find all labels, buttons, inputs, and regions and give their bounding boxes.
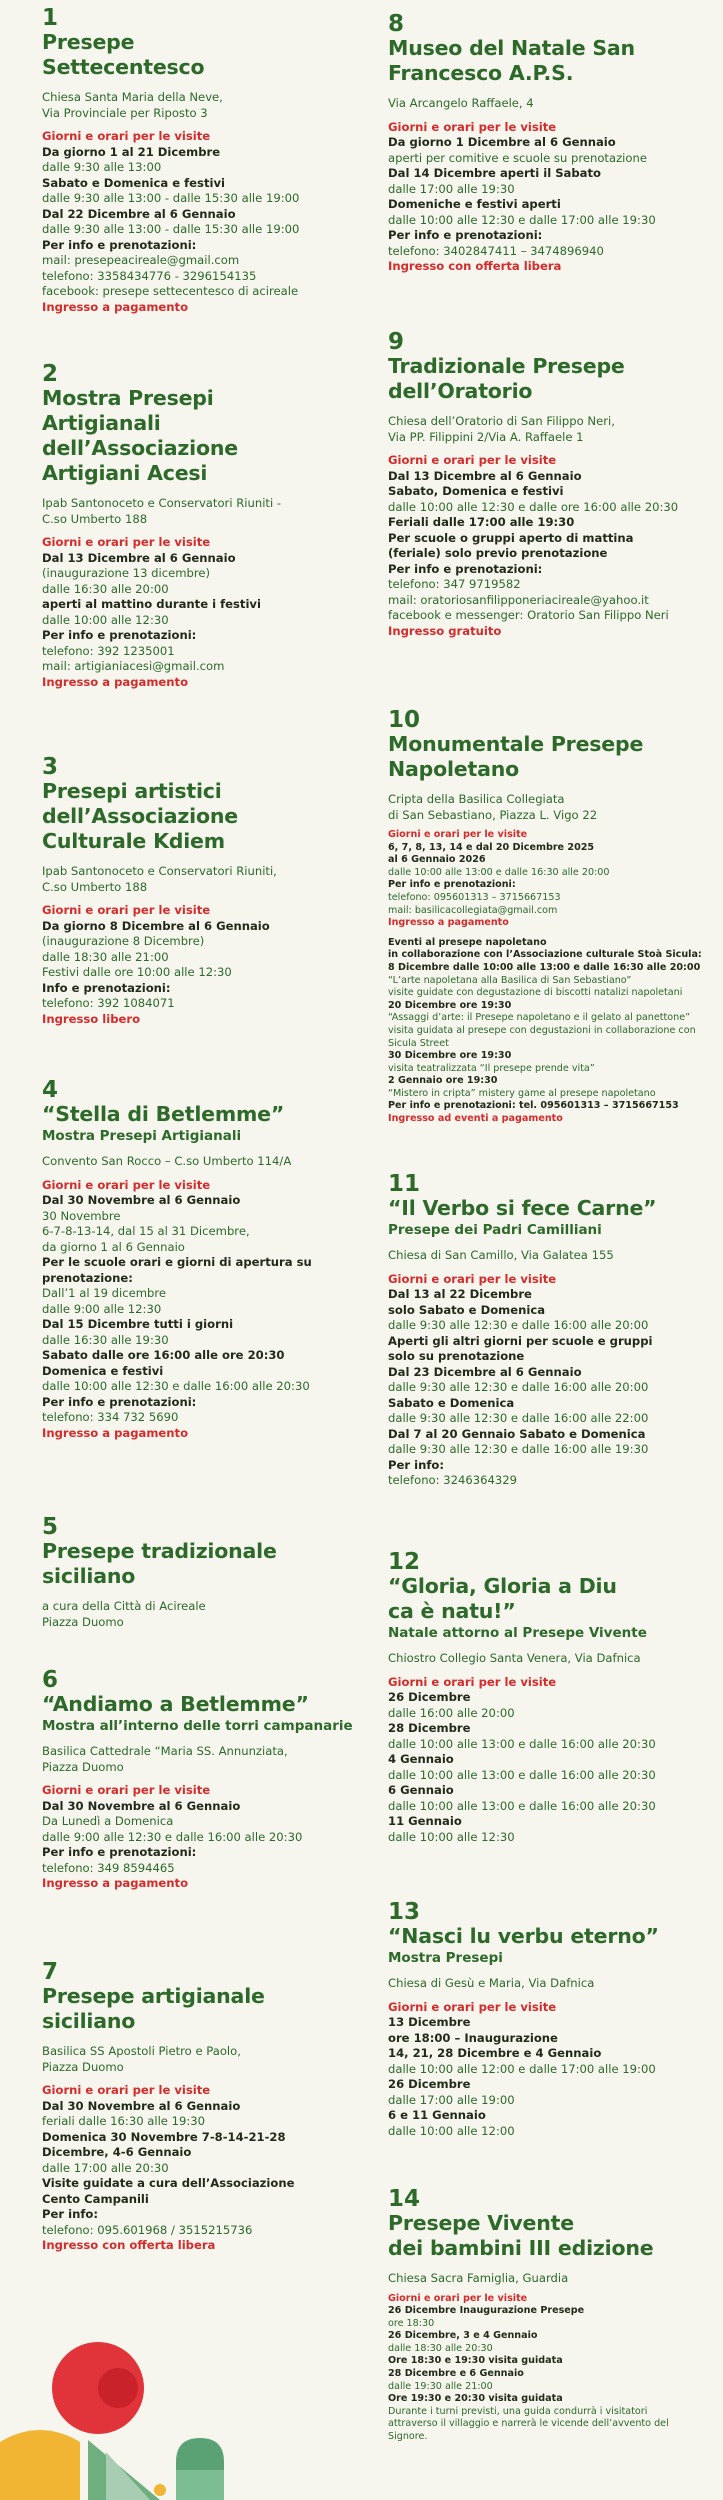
entry-line: Da Lunedì a Domenica <box>42 1814 174 1828</box>
entry-line: 30 Dicembre ore 19:30 <box>388 1050 512 1062</box>
entry-line: 20 Dicembre ore 19:30 <box>388 999 512 1011</box>
entry-title: Tradizionale Presepe <box>388 354 625 378</box>
entry-3 <box>42 755 360 1027</box>
entry-line: 30 Novembre <box>42 1208 121 1223</box>
entry-line: “Mistero in cripta” mistery game al presepe napoletano <box>388 1087 656 1099</box>
entry-number: 10 <box>388 707 421 733</box>
entry-line: dalle 18:30 alle 20:30 <box>388 2342 493 2354</box>
entry-line: 26 Dicembre Inaugurazione Presepe <box>388 2305 585 2317</box>
entry-location: Basilica Cattedrale “Maria SS. Annunziata, <box>42 1744 288 1758</box>
entry-number: 2 <box>42 361 59 387</box>
entry-line: Dal 13 Dicembre al 6 Gennaio <box>42 550 236 565</box>
entry-location: Via Provinciale per Riposto 3 <box>42 105 208 120</box>
entry-title: dell’Oratorio <box>388 379 533 403</box>
visits-header: Giorni e orari per le visite <box>388 119 557 134</box>
entry-line: Dal 30 Novembre al 6 Gennaio <box>42 1798 241 1813</box>
entry-line: Eventi al presepe napoletano <box>388 936 547 948</box>
entry-line: Da giorno 1 Dicembre al 6 Gennaio <box>388 135 616 149</box>
entry-line: dalle 10:00 alle 13:00 e dalle 16:00 alle 20:30 <box>388 1736 656 1751</box>
entry-line: dalle 16:30 alle 19:30 <box>42 1332 169 1347</box>
entry-line: Domenica 30 Novembre 7-8-14-21-28 <box>42 2129 286 2144</box>
entry-line: dalle 19:30 alle 21:00 <box>388 2380 493 2392</box>
entry-line: dalle 10:00 alle 12:00 e dalle 17:00 alle 19:00 <box>388 2061 656 2076</box>
entry-number: 5 <box>42 1514 59 1540</box>
entry-line: Info e prenotazioni: <box>42 980 171 995</box>
entry-line: dalle 10:00 alle 12:30 <box>42 612 169 627</box>
entry-14 <box>388 2187 708 2444</box>
entry-line: Ore 19:30 e 20:30 visita guidata <box>388 2393 563 2405</box>
entry-number: 12 <box>388 1549 421 1575</box>
entry-line: Per info e prenotazioni: <box>388 879 516 891</box>
visits-header: Giorni e orari per le visite <box>42 2083 211 2097</box>
entry-12 <box>388 1550 708 1845</box>
entry-note: Ingresso a pagamento <box>42 1876 189 1890</box>
entry-10 <box>388 708 708 1126</box>
entry-line: Dal 13 Dicembre al 6 Gennaio <box>388 468 582 483</box>
entry-location: Chiesa Sacra Famiglia, Guardia <box>388 2271 569 2285</box>
entry-note: Ingresso a pagamento <box>42 674 189 689</box>
entry-line: dalle 9:00 alle 12:30 <box>42 1301 162 1316</box>
visits-header: Giorni e orari per le visite <box>42 1783 211 1797</box>
light-green-triangle-shape <box>106 2452 150 2500</box>
entry-line: dalle 10:00 alle 13:00 e dalle 16:30 alle 20:00 <box>388 866 610 878</box>
entry-line: 26 Dicembre <box>388 1690 471 1704</box>
decorative-shapes <box>0 2342 240 2500</box>
entry-line: Dal 14 Dicembre aperti il Sabato <box>388 166 602 180</box>
entry-title: ca è natu!” <box>388 1599 516 1623</box>
visits-header: Giorni e orari per le visite <box>42 535 211 549</box>
entry-line: 13 Dicembre <box>388 2015 471 2029</box>
entry-line: 4 Gennaio <box>388 1752 454 1766</box>
entry-line: facebook e messenger: Oratorio San Filippo Neri <box>388 608 669 622</box>
entry-line: Per info: <box>42 2207 98 2221</box>
entry-line: aperti per comitive e scuole su prenotazione <box>388 150 647 165</box>
entry-location: Chiesa di Gesù e Maria, Via Dafnica <box>388 1976 595 1990</box>
entry-line: telefono: 392 1235001 <box>42 643 175 658</box>
entry-line: Dall’1 al 19 dicembre <box>42 1286 167 1300</box>
entry-1 <box>42 6 360 315</box>
entry-4 <box>42 1078 360 1441</box>
entry-line: 28 Dicembre e 6 Gennaio <box>388 2368 524 2380</box>
entry-line: ore 18:00 – Inaugurazione <box>388 2030 558 2045</box>
entry-number: 4 <box>42 1077 59 1103</box>
entry-line: Per info e prenotazioni: <box>42 628 197 642</box>
entry-line: dalle 18:30 alle 21:00 <box>42 949 169 964</box>
entry-line: mail: basilicacollegiata@gmail.com <box>388 904 558 916</box>
entry-title: “Stella di Betlemme” <box>42 1102 285 1126</box>
entry-line: Per info e prenotazioni: <box>42 1845 197 1859</box>
entry-line: Domenica e festivi <box>42 1363 164 1378</box>
entry-line: 26 Dicembre, 3 e 4 Gennaio <box>388 2330 538 2342</box>
entry-title: Francesco A.P.S. <box>388 61 574 85</box>
entry-line: telefono: 3246364329 <box>388 1473 518 1487</box>
entry-line: “Assaggi d’arte: il Presepe napoletano e il gelato al panettone” <box>388 1012 691 1024</box>
visits-header: Giorni e orari per le visite <box>388 829 528 840</box>
entry-line: dalle 17:00 alle 19:00 <box>388 2092 515 2107</box>
entry-line: 6 Gennaio <box>388 1783 454 1797</box>
entry-line: Per info e prenotazioni: <box>388 228 543 242</box>
entry-location: Cripta della Basilica Collegiata <box>388 792 565 806</box>
entry-title: Presepe Vivente <box>388 2211 574 2235</box>
entry-location: Convento San Rocco – C.so Umberto 114/A <box>42 1154 292 1168</box>
entry-title: dell’Associazione <box>42 436 238 460</box>
entry-note: Ingresso con offerta libera <box>42 2238 216 2252</box>
entry-line: Per info: <box>388 1457 444 1472</box>
entry-line: Per le scuole orari e giorni di apertura su <box>42 1255 312 1269</box>
entry-line: Durante i turni previsti, una guida condurrà i visitatori <box>388 2405 648 2417</box>
entry-location: Ipab Santonoceto e Conservatori Riuniti - <box>42 496 282 510</box>
entry-line: dalle 10:00 alle 12:30 <box>388 1829 515 1844</box>
entry-line: Sabato e Domenica e festivi <box>42 175 225 190</box>
green-block-shape <box>176 2470 224 2500</box>
entry-5 <box>42 1515 360 1630</box>
visits-header: Giorni e orari per le visite <box>388 453 557 467</box>
entry-line: (feriale) solo previo prenotazione <box>388 546 608 560</box>
entry-line: 26 Dicembre <box>388 2077 471 2091</box>
entry-title: Presepi artistici <box>42 779 222 803</box>
entry-line: Signore. <box>388 2431 428 2443</box>
entry-2 <box>42 362 360 690</box>
visits-header: Giorni e orari per le visite <box>42 903 211 917</box>
entry-line: dalle 10:00 alle 12:30 e dalle ore 16:00 alle 20:30 <box>388 499 679 514</box>
entry-line: dalle 9:00 alle 12:30 e dalle 16:00 alle 20:30 <box>42 1829 303 1844</box>
entry-line: 14, 21, 28 Dicembre e 4 Gennaio <box>388 2046 602 2060</box>
entry-location: Chiesa Santa Maria della Neve, <box>42 90 223 104</box>
visits-header: Giorni e orari per le visite <box>388 1999 557 2014</box>
entry-line: telefono: 334 732 5690 <box>42 1410 179 1424</box>
entry-number: 3 <box>42 754 59 780</box>
entry-note: Ingresso a pagamento <box>388 917 509 929</box>
entry-line: Dal 7 al 20 Gennaio Sabato e Domenica <box>388 1426 646 1441</box>
entry-title: dell’Associazione <box>42 804 238 828</box>
entry-line: Sicula Street <box>388 1037 449 1049</box>
entry-line: dalle 9:30 alle 13:00 - dalle 15:30 alle 19:00 <box>42 222 300 236</box>
entry-line: 11 Gennaio <box>388 1814 462 1828</box>
entry-line: 28 Dicembre <box>388 1721 471 1735</box>
entry-title: Mostra Presepi <box>42 386 214 410</box>
entry-line: Dal 30 Novembre al 6 Gennaio <box>42 2098 241 2113</box>
entry-number: 14 <box>388 2186 421 2212</box>
entry-location: di San Sebastiano, Piazza L. Vigo 22 <box>388 807 598 822</box>
entry-location: C.so Umberto 188 <box>42 511 148 526</box>
entry-line: dalle 16:00 alle 20:00 <box>388 1705 515 1720</box>
visits-header: Giorni e orari per le visite <box>388 1271 557 1286</box>
entry-13 <box>388 1900 708 2139</box>
entry-line: in collaborazione con l’Associazione culturale Stoà Sicula: <box>388 949 702 961</box>
entry-subtitle: Mostra Presepi <box>388 1950 503 1966</box>
visits-header: Giorni e orari per le visite <box>42 1177 211 1192</box>
entry-title: Museo del Natale San <box>388 36 635 60</box>
entry-line: 6 e 11 Gennaio <box>388 2108 486 2122</box>
entry-line: Da giorno 8 Dicembre al 6 Gennaio <box>42 918 270 933</box>
entry-line: (inaugurazione 8 Dicembre) <box>42 934 205 948</box>
entry-line: mail: presepeacireale@gmail.com <box>42 253 240 267</box>
visits-header: Giorni e orari per le visite <box>388 1674 557 1689</box>
entry-location: Chiostro Collegio Santa Venera, Via Dafnica <box>388 1651 641 1665</box>
entry-line: visita teatralizzata “Il presepe prende vita” <box>388 1062 595 1074</box>
entry-location: C.so Umberto 188 <box>42 879 148 894</box>
entry-subtitle: Mostra Presepi Artigianali <box>42 1128 242 1144</box>
entry-line: dalle 17:00 alle 20:30 <box>42 2160 169 2175</box>
entry-title: Presepe tradizionale <box>42 1539 277 1563</box>
entry-line: dalle 9:30 alle 12:30 e dalle 16:00 alle 20:00 <box>388 1380 649 1394</box>
entry-9 <box>388 330 708 639</box>
entry-note: Ingresso libero <box>42 1011 141 1026</box>
entry-title: siciliano <box>42 1564 136 1588</box>
entry-line: Dicembre, 4-6 Gennaio <box>42 2145 192 2159</box>
entry-line: Dal 30 Novembre al 6 Gennaio <box>42 1193 241 1207</box>
entry-line: “L’arte napoletana alla Basilica di San Sebastiano” <box>388 974 632 986</box>
entry-line: dalle 10:00 alle 13:00 e dalle 16:00 alle 20:30 <box>388 1767 656 1782</box>
entry-line: dalle 17:00 alle 19:30 <box>388 181 515 196</box>
entry-line: Cento Campanili <box>42 2191 149 2206</box>
entry-line: dalle 9:30 alle 12:30 e dalle 16:00 alle 19:30 <box>388 1442 649 1456</box>
entry-line: solo Sabato e Domenica <box>388 1302 546 1317</box>
entry-line: telefono: 3358434776 - 3296154135 <box>42 268 257 283</box>
entry-line: Dal 13 al 22 Dicembre <box>388 1287 532 1301</box>
entry-line: 2 Gennaio ore 19:30 <box>388 1075 498 1087</box>
entry-line: Aperti gli altri giorni per scuole e gruppi <box>388 1333 653 1348</box>
entry-number: 13 <box>388 1899 421 1925</box>
entry-line: 6-7-8-13-14, dal 15 al 31 Dicembre, <box>42 1224 250 1238</box>
entry-line: solo su prenotazione <box>388 1349 525 1363</box>
entry-note: Ingresso con offerta libera <box>388 259 562 273</box>
entry-line: telefono: 095.601968 / 3515215736 <box>42 2222 253 2237</box>
entry-line: dalle 16:30 alle 20:00 <box>42 581 169 596</box>
entry-note: Ingresso gratuito <box>388 623 502 638</box>
entry-location: Via Arcangelo Raffaele, 4 <box>388 96 534 110</box>
entry-title: dei bambini III edizione <box>388 2236 654 2260</box>
entry-title: “Andiamo a Betlemme” <box>42 1692 309 1716</box>
entry-number: 11 <box>388 1171 421 1197</box>
dark-red-circle-shape <box>98 2368 138 2408</box>
entry-number: 7 <box>42 1959 59 1985</box>
entry-location: Chiesa di San Camillo, Via Galatea 155 <box>388 1248 614 1262</box>
entry-note: Ingresso a pagamento <box>42 1425 189 1440</box>
entry-line: prenotazione: <box>42 1270 133 1285</box>
entry-line: Festivi dalle ore 10:00 alle 12:30 <box>42 965 232 979</box>
entry-title: Settecentesco <box>42 55 205 79</box>
entry-line: 6, 7, 8, 13, 14 e dal 20 Dicembre 2025 <box>388 841 595 853</box>
entry-location: Piazza Duomo <box>42 1614 124 1629</box>
entry-line: Dal 15 Dicembre tutti i giorni <box>42 1317 234 1331</box>
visits-header: Giorni e orari per le visite <box>42 129 211 143</box>
entry-number: 8 <box>388 11 405 37</box>
entry-line: Feriali dalle 17:00 alle 19:30 <box>388 515 575 529</box>
entry-line: mail: artigianiacesi@gmail.com <box>42 659 225 673</box>
entry-title: siciliano <box>42 2009 136 2033</box>
entry-note: Ingresso ad eventi a pagamento <box>388 1113 563 1125</box>
entry-title: “Nasci lu verbu eterno” <box>388 1924 659 1948</box>
entry-note: Ingresso a pagamento <box>42 299 189 314</box>
entry-title: Presepe artigianale <box>42 1984 265 2008</box>
entry-title: “Il Verbo si fece Carne” <box>388 1196 657 1220</box>
entry-line: feriali dalle 16:30 alle 19:30 <box>42 2114 206 2128</box>
entry-line: Dal 23 Dicembre al 6 Gennaio <box>388 1364 582 1379</box>
entry-line: Domeniche e festivi aperti <box>388 197 561 211</box>
entry-6 <box>42 1668 360 1892</box>
entry-line: telefono: 392 1084071 <box>42 996 175 1010</box>
entry-number: 1 <box>42 5 59 31</box>
entry-title: Artigianali <box>42 411 161 435</box>
entry-line: Per info e prenotazioni: <box>42 1394 197 1409</box>
entry-title: Culturale Kdiem <box>42 829 225 853</box>
visits-header: Giorni e orari per le visite <box>388 2292 528 2304</box>
entry-line: telefono: 349 8594465 <box>42 1860 175 1875</box>
entry-line: Sabato e Domenica <box>388 1395 515 1410</box>
entry-title: Napoletano <box>388 757 519 781</box>
entry-location: Basilica SS Apostoli Pietro e Paolo, <box>42 2044 241 2058</box>
entry-line: telefono: 095601313 – 3715667153 <box>388 891 561 903</box>
entry-line: visite guidate con degustazione di biscotti natalizi napoletani <box>388 987 683 999</box>
entry-line: dalle 10:00 alle 12:30 e dalle 16:00 alle 20:30 <box>42 1379 310 1393</box>
entry-line: Per info e prenotazioni: tel. 095601313 – 3715667153 <box>388 1100 679 1112</box>
entry-line: dalle 9:30 alle 12:30 e dalle 16:00 alle 22:00 <box>388 1411 649 1425</box>
entry-title: Presepe <box>42 30 135 54</box>
entry-line: dalle 10:00 alle 12:30 e dalle 17:00 alle 19:30 <box>388 212 656 227</box>
entry-location: Ipab Santonoceto e Conservatori Riuniti, <box>42 864 277 878</box>
entry-line: Sabato, Domenica e festivi <box>388 484 564 498</box>
entry-number: 9 <box>388 329 405 355</box>
entry-line: (inaugurazione 13 dicembre) <box>42 566 211 580</box>
entry-location: Piazza Duomo <box>42 1759 124 1774</box>
entry-line: dalle 10:00 alle 12:00 <box>388 2123 515 2138</box>
entry-location: Via PP. Filippini 2/Via A. Raffaele 1 <box>388 429 584 444</box>
yellow-arch-shape <box>0 2430 80 2500</box>
entry-line: Per scuole o gruppi aperto di mattina <box>388 530 634 545</box>
entry-title: Artigiani Acesi <box>42 461 208 485</box>
entry-number: 6 <box>42 1667 59 1693</box>
entry-location: Chiesa dell’Oratorio di San Filippo Neri, <box>388 414 615 428</box>
entry-line: aperti al mattino durante i festivi <box>42 597 261 611</box>
entry-line: dalle 9:30 alle 13:00 <box>42 160 162 174</box>
entry-line: Per info e prenotazioni: <box>42 237 197 252</box>
entry-11 <box>388 1172 708 1489</box>
entry-line: telefono: 347 9719582 <box>388 577 521 591</box>
entry-line: facebook: presepe settecentesco di acireale <box>42 284 299 298</box>
entry-location: Piazza Duomo <box>42 2059 124 2074</box>
yellow-dot-shape <box>154 2484 166 2496</box>
entry-line: Dal 22 Dicembre al 6 Gennaio <box>42 206 236 221</box>
entry-line: Da giorno 1 al 21 Dicembre <box>42 144 221 159</box>
spacer <box>388 930 708 937</box>
entry-line: dalle 9:30 alle 12:30 e dalle 16:00 alle 20:00 <box>388 1318 649 1332</box>
entry-line: ore 18:30 <box>388 2317 435 2329</box>
entry-line: attraverso il villaggio e narrerà le vicende dell’avvento del <box>388 2418 669 2430</box>
entry-line: visita guidata al presepe con degustazioni in collaborazione con <box>388 1024 696 1036</box>
entry-line: Per info e prenotazioni: <box>388 561 543 576</box>
entry-subtitle: Mostra all’interno delle torri campanarie <box>42 1718 353 1734</box>
entry-line: dalle 10:00 alle 13:00 e dalle 16:00 alle 20:30 <box>388 1798 656 1813</box>
entry-subtitle: Presepe dei Padri Camilliani <box>388 1222 602 1238</box>
entry-line: Visite guidate a cura dell’Associazione <box>42 2176 295 2190</box>
entry-location: a cura della Città di Acireale <box>42 1599 206 1613</box>
entry-line: da giorno 1 al 6 Gennaio <box>42 1239 185 1254</box>
entry-line: mail: oratoriosanfilipponeriacireale@yahoo.it <box>388 592 649 607</box>
entry-line: al 6 Gennaio 2026 <box>388 854 486 866</box>
entry-7 <box>42 1960 360 2254</box>
entry-line: dalle 9:30 alle 13:00 - dalle 15:30 alle 19:00 <box>42 191 300 205</box>
entry-title: Monumentale Presepe <box>388 732 644 756</box>
entry-title: “Gloria, Gloria a Diu <box>388 1574 617 1598</box>
entry-line: telefono: 3402847411 – 3474896940 <box>388 243 604 258</box>
entry-line: Sabato dalle ore 16:00 alle ore 20:30 <box>42 1348 285 1362</box>
entry-8 <box>388 12 708 275</box>
entry-line: Ore 18:30 e 19:30 visita guidata <box>388 2355 563 2367</box>
entry-subtitle: Natale attorno al Presepe Vivente <box>388 1625 647 1641</box>
entry-line: 8 Dicembre dalle 10:00 alle 13:00 e dalle 16:30 alle 20:00 <box>388 961 701 973</box>
